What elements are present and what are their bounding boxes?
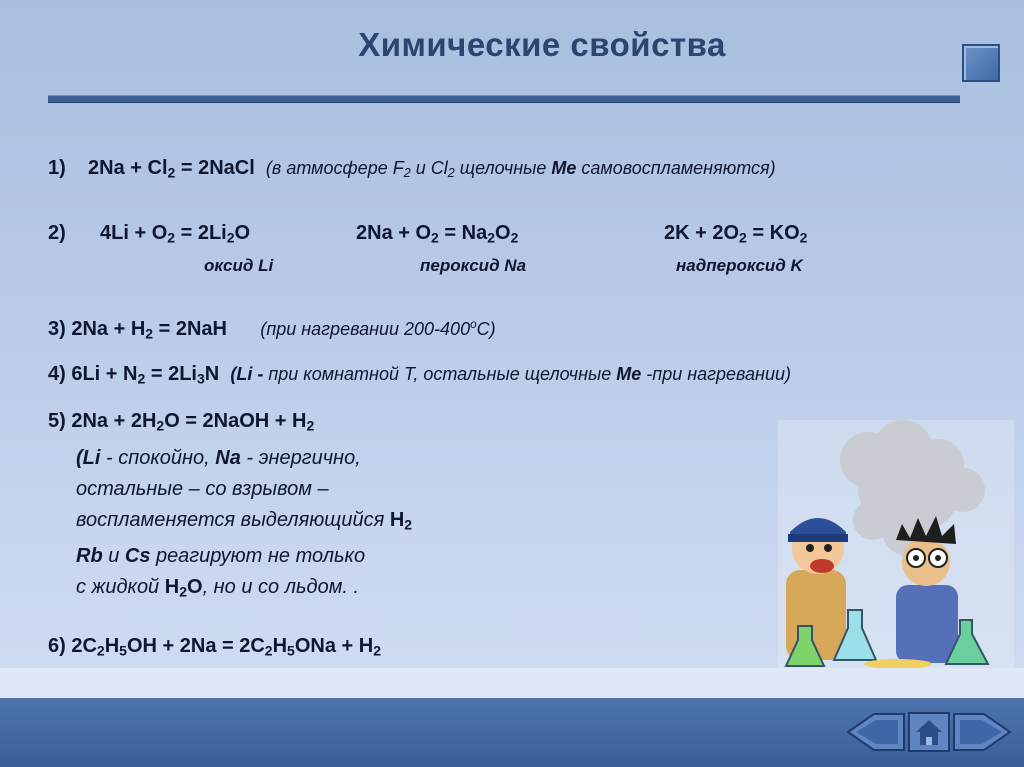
caption-superoxide: надпероксид K [676,256,803,275]
reaction-5-notes [76,443,412,607]
reaction-2-number: 2) [48,222,66,244]
reaction-1: 1) $2Na + Cl_2$ = 2NaCl (в атмосфере $F_2$ и $Cl_2$ щелочные Me самовоспламеняются) [48,157,776,181]
slide-title: Химические свойства [358,26,726,63]
caption-peroxide: пероксид Na [420,256,527,275]
note-line: остальные – со взрывом – [76,478,329,500]
next-arrow-icon[interactable] [952,712,1012,752]
title-divider [48,95,960,103]
footer-light-band [0,668,1024,698]
caption-oxide: оксид Li [204,256,274,275]
reaction-5: 5) $2Na + 2H_2O$ = 2NaOH + $H_2$ [48,410,315,434]
prev-arrow-icon[interactable] [846,712,906,752]
reaction-2-superoxide: $2K + 2O_2 = KO_2$ [664,222,808,246]
scientists-cartoon [778,420,1014,670]
note-line: с жидкой $H_2O$, но и со льдом. . [76,575,360,599]
reaction-6: 6) $2C_2H_5OH + 2Na = 2C_2H_5ONa + H_2$ [48,635,381,659]
reaction-3: 3) $2Na + H_2 = 2NaH$ (при нагревании 200-400$^o$С) [48,318,496,342]
note-line: воспламеняется выделяющийся $H_2$ [76,509,413,533]
note-line: (Li - спокойно, Na - энергично, [76,447,361,469]
reaction-4: 4) $6Li + N_2 = 2Li_3N$ (Li - при комнатной T, остальные щелочные Me -при нагревании) [48,363,791,387]
corner-square-icon[interactable] [962,44,1000,82]
note-line: Rb и Cs реагируют не только [76,544,366,567]
reaction-2-peroxide: $2Na + O_2 = Na_2O_2$ [356,222,519,246]
home-icon[interactable] [908,712,950,752]
reaction-2-oxide: $4Li + O_2 = 2Li_2O$ [100,222,251,246]
